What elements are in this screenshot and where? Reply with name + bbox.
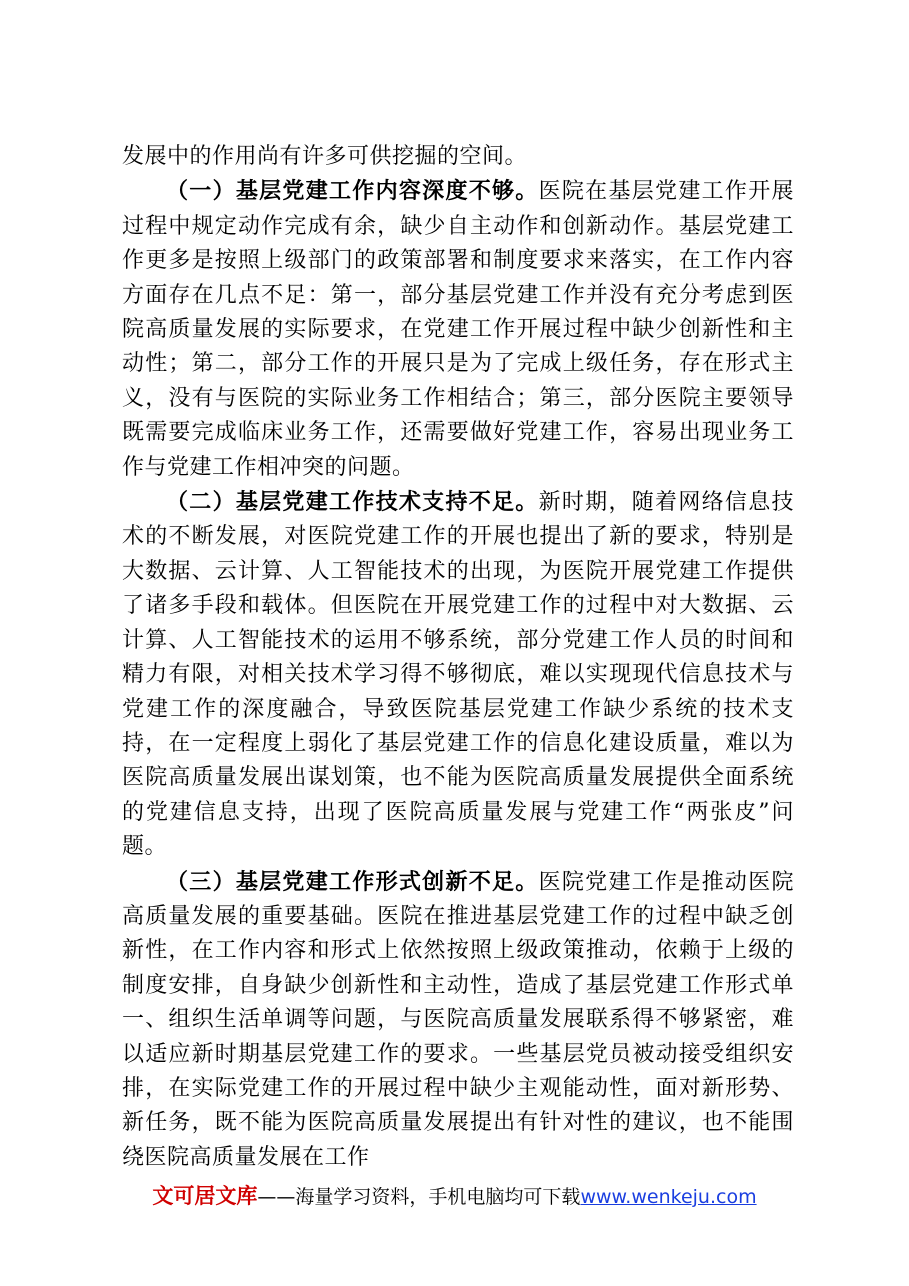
paragraph-text: 医院党建工作是推动医院高质量发展的重要基础。医院在推进基层党建工作的过程中缺乏创新性，在工作内容和形式上依然按照上级政策推动，依赖于上级的制度安排，自身缺少创新性和主动性，造成了基层党建工作形式单一、组织生活单调等问题，与医院高质量发展联系得不够紧密，难以适应新时期基层党建工作的要求。一些基层党员被动接受组织安排，在实际党建工作的开展过程中缺少主观能动性，面对新形势、新任务，既不能为医院高质量发展提出有针对性的建议，也不能围绕医院高质量发展在工作 bbox=[122, 869, 794, 1170]
document-body bbox=[122, 140, 794, 1175]
paragraph-text: 发展中的作用尚有许多可供挖掘的空间。 bbox=[122, 144, 528, 169]
paragraph-text: 新时期，随着网络信息技术的不断发展，对医院党建工作的开展也提出了新的要求，特别是大数据、云计算、人工智能技术的出现，为医院开展党建工作提供了诸多手段和载体。但医院在开展党建工作的过程中对大数据、云计算、人工智能技术的运用不够系统，部分党建工作人员的时间和精力有限，对相关技术学习得不够彻底，难以实现现代信息技术与党建工作的深度融合，导致医院基层党建工作缺少系统的技术支持，在一定程度上弱化了基层党建工作的信息化建设质量，难以为医院高质量发展出谋划策，也不能为医院高质量发展提供全面系统的党建信息支持，出现了医院高质量发展与党建工作“两张皮”问题。 bbox=[122, 490, 794, 860]
footer-brand: 文可居文库 bbox=[152, 1184, 258, 1208]
section-heading: （三）基层党建工作形式创新不足。 bbox=[166, 868, 539, 895]
page-footer bbox=[0, 1180, 909, 1210]
footer-tagline: ——海量学习资料，手机电脑均可下载 bbox=[257, 1186, 581, 1208]
footer-site-link[interactable]: www.wenkeju.com bbox=[580, 1186, 757, 1208]
section-heading: （二）基层党建工作技术支持不足。 bbox=[166, 489, 539, 516]
paragraph-continuation bbox=[122, 140, 794, 174]
paragraph-section-3 bbox=[122, 865, 794, 1176]
paragraph-section-1 bbox=[122, 174, 794, 485]
paragraph-text: 医院在基层党建工作开展过程中规定动作完成有余，缺少自主动作和创新动作。基层党建工作更多是按照上级部门的政策部署和制度要求来落实，在工作内容方面存在几点不足：第一，部分基层党建工作并没有充分考虑到医院高质量发展的实际要求，在党建工作开展过程中缺少创新性和主动性；第二，部分工作的开展只是为了完成上级任务，存在形式主义，没有与医院的实际业务工作相结合；第三，部分医院主要领导既需要完成临床业务工作，还需要做好党建工作，容易出现业务工作与党建工作相冲突的问题。 bbox=[122, 179, 794, 480]
paragraph-section-2 bbox=[122, 485, 794, 864]
section-heading: （一）基层党建工作内容深度不够。 bbox=[166, 178, 539, 205]
